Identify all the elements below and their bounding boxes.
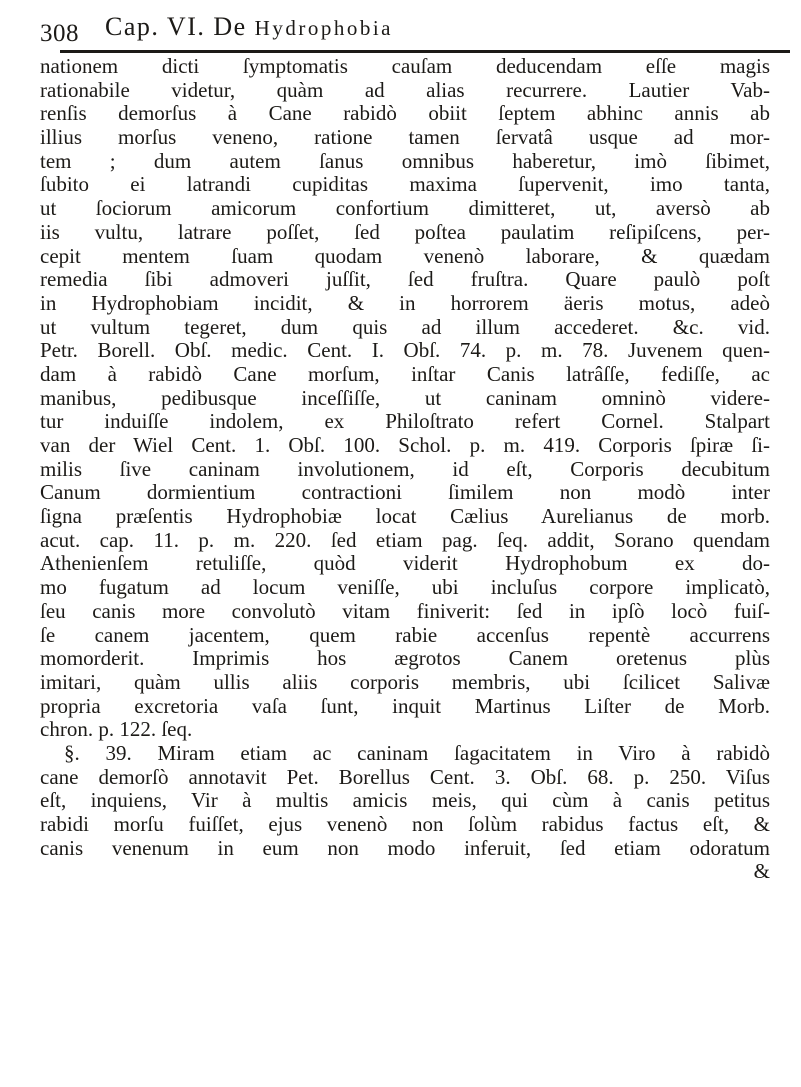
text-line: manibus, pedibusque inceſſiſſe, ut caninam omninò videre- — [40, 386, 770, 410]
text-line: ſeu canis more convolutò vitam finiverit: ſed in ipſò locò fuiſ- — [40, 599, 770, 623]
text-line: imitari, quàm ullis aliis corporis membris, ubi ſcilicet Salivæ — [40, 670, 770, 694]
text-line: cepit mentem ſuam quodam venenò laborare, & quædam — [40, 244, 770, 268]
text-line: nationem dicti ſymptomatis cauſam deducendam eſſe magis — [40, 55, 770, 78]
running-head-prefix: Cap. VI. De — [105, 12, 255, 41]
catchword: & — [753, 860, 770, 884]
text-line: tem ; dum autem ſanus omnibus haberetur, imò ſibimet, — [40, 149, 770, 173]
text-line: Canum dormientium contractioni ſimilem non modò inter — [40, 481, 770, 505]
text-line: propria excretoria vaſa ſunt, inquit Martinus Liſter de Morb. — [40, 694, 770, 718]
text-line: acut. cap. 11. p. m. 220. ſed etiam pag. ſeq. addit, Sorano quendam — [40, 528, 770, 552]
section-start-line: §. 39. Miram etiam ac caninam ſagacitatem in Viro à rabidò — [64, 741, 770, 765]
page-number: 308 — [40, 20, 79, 47]
text-line: in Hydrophobiam incidit, & in horrorem äeris motus, adeò — [40, 291, 770, 315]
text-line: renſis demorſus à Cane rabidò obiit ſeptem abhinc annis ab — [40, 102, 770, 126]
running-head-title: Hydrophobia — [254, 16, 393, 40]
text-line: iis vultu, latrare poſſet, ſed poſtea paulatim reſipiſcens, per- — [40, 220, 770, 244]
header-rule — [60, 50, 790, 53]
text-line: ſigna præſentis Hydrophobiæ locat Cælius Aurelianus de morb. — [40, 505, 770, 529]
text-line: ſubito ei latrandi cupiditas maxima ſupervenit, imo tanta, — [40, 173, 770, 197]
text-line: ut vultum tegeret, dum quis ad illum accederet. &c. vid. — [40, 315, 770, 339]
text-line: rationabile videtur, quàm ad alias recurrere. Lautier Vab- — [40, 78, 770, 102]
text-line: mo fugatum ad locum veniſſe, ubi incluſus corpore implicatò, — [40, 576, 770, 600]
text-line: milis ſive caninam involutionem, id eſt, Corporis decubitum — [40, 457, 770, 481]
text-line: chron. p. 122. ſeq. — [40, 718, 193, 742]
text-line: illius morſus veneno, ratione tamen ſervatâ usque ad mor- — [40, 126, 770, 150]
text-line: ut ſociorum amicorum confortium dimitteret, ut, aversò ab — [40, 197, 770, 221]
text-line: remedia ſibi admoveri juſſit, ſed fruſtra. Quare paulò poſt — [40, 268, 770, 292]
text-line: dam à rabidò Cane morſum, inſtar Canis latrâſſe, fediſſe, ac — [40, 362, 770, 386]
page-header — [20, 8, 775, 52]
text-line: cane demorſò annotavit Pet. Borellus Cent. 3. Obſ. 68. p. 250. Viſus — [40, 765, 770, 789]
text-line: Athenienſem retuliſſe, quòd viderit Hydrophobum ex do- — [40, 552, 770, 576]
text-line: canis venenum in eum non modo inferuit, ſed etiam odoratum — [40, 836, 770, 860]
text-line: rabidi morſu fuiſſet, ejus venenò non ſolùm rabidus factus eſt, & — [40, 813, 770, 836]
text-line: tur induiſſe indolem, ex Philoſtrato refert Cornel. Stalpart — [40, 410, 770, 434]
text-line: Petr. Borell. Obſ. medic. Cent. I. Obſ. 74. p. m. 78. Juvenem quen- — [40, 339, 770, 363]
text-line: momorderit. Imprimis hos ægrotos Canem oretenus plùs — [40, 647, 770, 671]
text-line: ſe canem jacentem, quem rabie accenſus repentè accurrens — [40, 623, 770, 647]
text-line: eſt, inquiens, Vir à multis amicis meis, qui cùm à canis petitus — [40, 789, 770, 813]
body-text — [40, 55, 770, 884]
text-line: van der Wiel Cent. 1. Obſ. 100. Schol. p. m. 419. Corporis ſpiræ ſi- — [40, 434, 770, 457]
running-head — [105, 12, 393, 42]
